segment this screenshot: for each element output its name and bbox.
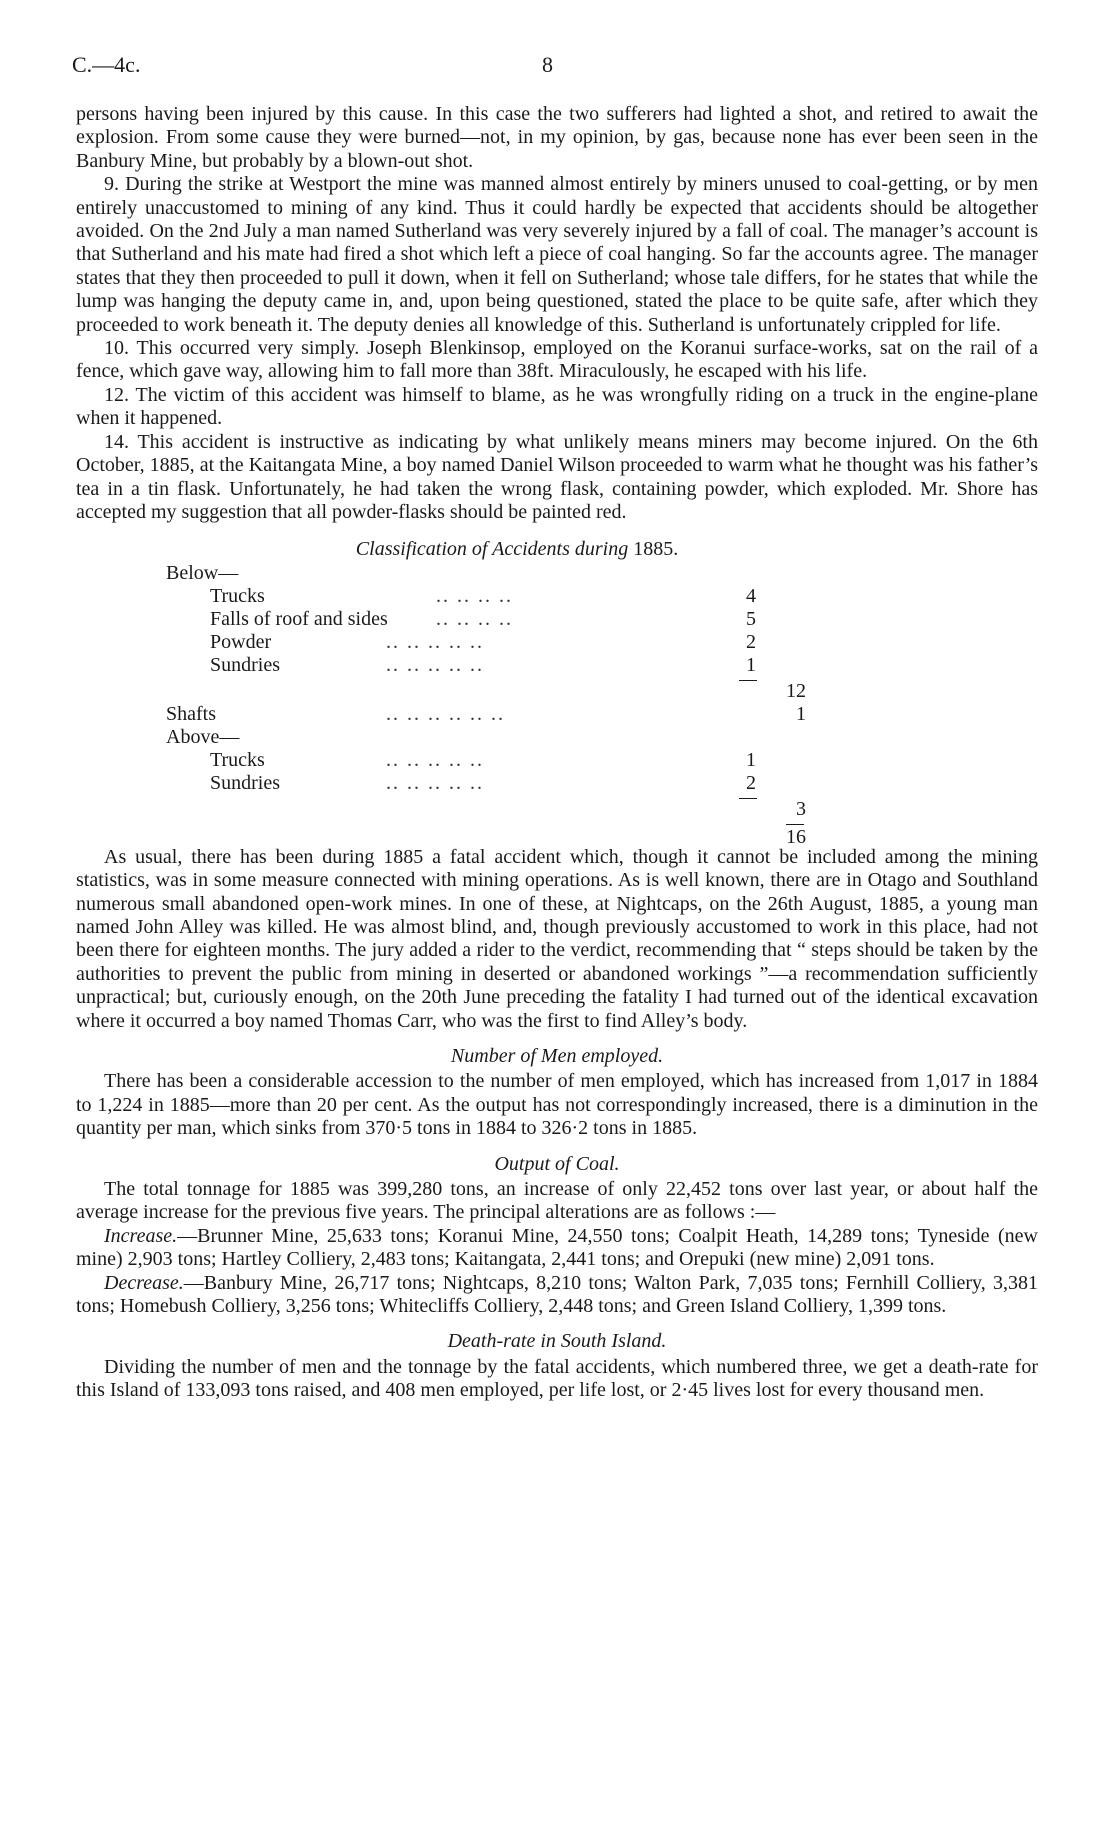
table-row [166, 585, 926, 608]
subtotal-row [166, 798, 926, 821]
row-label: Powder [210, 630, 272, 653]
paragraph-9: 9. During the strike at Westport the mine was manned almost entirely by miners unused to coal-getting, or by men entirely unaccustomed to mining of any kind. Thus it could hardly be expected that accidents should be altogether avoided. On the 2nd July a man named Sutherland was very severely injured by a fall of coal. The manager’s account is that Sutherland and his mate had fired a shot which left a piece of coal hanging. So far the accounts agree. The manager states that they then proceeded to pull it down, when it fell on Sutherland; whose tale differs, for he states that while the lump was hanging the deputy came in, and, upon being questioned, stated the place to be quite safe, after which they proceeded to work beneath it. The deputy denies all knowledge of this. Sutherland is unfortunately crippled for life. [76, 173, 1038, 336]
table-row [166, 608, 926, 631]
table-row [166, 631, 926, 654]
grand-total: 16 [786, 825, 806, 848]
table-row [166, 703, 926, 726]
row-value: 2 [746, 771, 756, 794]
death-rate-heading: Death-rate in South Island. [447, 1330, 667, 1353]
paragraph-10: 10. This occurred very simply. Joseph Blenkinsop, employed on the Koranui surface-works, sat on the rail of a fence, which gave way, allowing him to fall more than 38ft. Miraculously, he escaped with his life. [76, 337, 1038, 383]
row-label: Trucks [210, 584, 265, 607]
total-rule [786, 824, 804, 825]
row-label: Falls of roof and sides [210, 607, 388, 630]
increase-text: —Brunner Mine, 25,633 tons; Koranui Mine, 24,550 tons; Coalpit Heath, 14,289 tons; Tyneside (new mine) 2,903 tons; Hartley Colliery, 2,483 tons; Kaitangata, 2,441 tons; and Orepuki (new mine) 2,091 tons. [76, 1224, 1038, 1271]
body-text [76, 103, 1038, 1403]
leader-dots: .. .. .. .. .. [386, 630, 484, 653]
men-employed-paragraph: There has been a considerable accession to the number of men employed, which has increased from 1,017 in 1884 to 1,224 in 1885—more than 20 per cent. As the output has not correspondingly increased, there is a diminution in the quantity per man, which sinks from 370·5 tons in 1884 to 326·2 tons in 1885. [76, 1070, 1038, 1140]
leader-dots: .. .. .. .. [436, 584, 513, 607]
subtotal-row [166, 680, 926, 703]
leader-dots: .. .. .. .. .. [386, 653, 484, 676]
row-value: 4 [746, 584, 756, 607]
leader-dots: .. .. .. .. .. [386, 771, 484, 794]
row-label: Trucks [210, 748, 265, 771]
grand-total-row [166, 826, 926, 849]
below-total: 12 [786, 679, 806, 702]
row-value: 5 [746, 607, 756, 630]
below-heading-row [166, 562, 926, 585]
men-employed-heading: Number of Men employed. [450, 1044, 664, 1067]
shafts-value: 1 [796, 702, 806, 725]
increase-label: Increase. [104, 1224, 178, 1247]
decrease-paragraph [76, 1272, 1038, 1319]
row-label: Shafts [166, 702, 216, 725]
row-value: 1 [746, 748, 756, 771]
output-paragraph: The total tonnage for 1885 was 399,280 tons, an increase of only 22,452 tons over last year, or about half the average increase for the previous five years. The principal alterations are as follows :— [76, 1178, 1038, 1224]
paragraph-continuation: persons having been injured by this cause. In this case the two sufferers had lighted a shot, and retired to await the explosion. From some cause they were burned—not, in my opinion, by gas, because none has ever been seen in the Banbury Mine, but probably by a blown-out shot. [76, 103, 1038, 172]
leader-dots: .. .. .. .. .. [386, 748, 484, 771]
classification-year: 1885. [633, 538, 679, 561]
row-label: Sundries [210, 771, 280, 794]
death-rate-paragraph: Dividing the number of men and the tonnage by the fatal accidents, which numbered three, we get a death-rate for this Island of 133,093 tons raised, and 408 men employed, per life lost, or 2·45 lives lost for every thousand men. [76, 1355, 1038, 1402]
fatal-accident-paragraph: As usual, there has been during 1885 a fatal accident which, though it cannot be included among the mining statistics, was in some measure connected with mining operations. As is well known, there are in Otago and Southland numerous small abandoned open-work mines. In one of these, at Nightcaps, on the 26th August, 1885, a young man named John Alley was killed. He was almost blind, and, though previously accustomed to work in this place, had not been there for eighteen months. The jury added a rider to the verdict, recommending that “ steps should be taken by the authorities to prevent the public from mining in deserted or abandoned workings ”—a recommendation sufficiently unpractical; but, curiously enough, on the 20th June preceding the fatality I had turned out of the identical excavation where it occurred a boy named Thomas Carr, who was the first to find Alley’s body. [76, 845, 1038, 1032]
table-row [166, 749, 926, 772]
paragraph-12: 12. The victim of this accident was himself to blame, as he was wrongfully riding on a truck in the engine-plane when it happened. [76, 383, 1038, 430]
row-label: Sundries [210, 653, 280, 676]
above-label: Above— [166, 725, 240, 748]
page-number: 8 [542, 52, 553, 77]
classification-title-text: Classification of Accidents during [355, 538, 629, 561]
paragraph-14: 14. This accident is instructive as indicating by what unlikely means miners may become injured. On the 6th October, 1885, at the Kaitangata Mine, a boy named Daniel Wilson proceeded to warm what he thought was his father’s tea in a tin flask. Unfortunately, he had taken the wrong flask, containing powder, which exploded. Mr. Shore has accepted my suggestion that all powder-flasks should be painted red. [76, 430, 1038, 523]
table-row [166, 772, 926, 795]
row-value: 1 [746, 653, 756, 676]
classification-table [166, 562, 926, 846]
leader-dots: .. .. .. .. [436, 607, 513, 630]
report-reference: C.—4c. [72, 52, 141, 77]
output-heading: Output of Coal. [494, 1152, 620, 1175]
classification-title [36, 538, 998, 561]
leader-dots: .. .. .. .. .. .. [386, 702, 505, 725]
decrease-label: Decrease. [104, 1271, 184, 1294]
decrease-text: —Banbury Mine, 26,717 tons; Nightcaps, 8,210 tons; Walton Park, 7,035 tons; Fernhill Colliery, 3,381 tons; Homebush Colliery, 3,256 tons; Whitecliffs Colliery, 2,448 tons; and Green Island Colliery, 1,399 tons. [76, 1271, 1038, 1318]
above-heading-row [166, 726, 926, 749]
row-value: 2 [746, 630, 756, 653]
table-row [166, 654, 926, 677]
below-label: Below— [166, 561, 239, 584]
above-total: 3 [796, 797, 806, 820]
increase-paragraph [76, 1225, 1038, 1272]
